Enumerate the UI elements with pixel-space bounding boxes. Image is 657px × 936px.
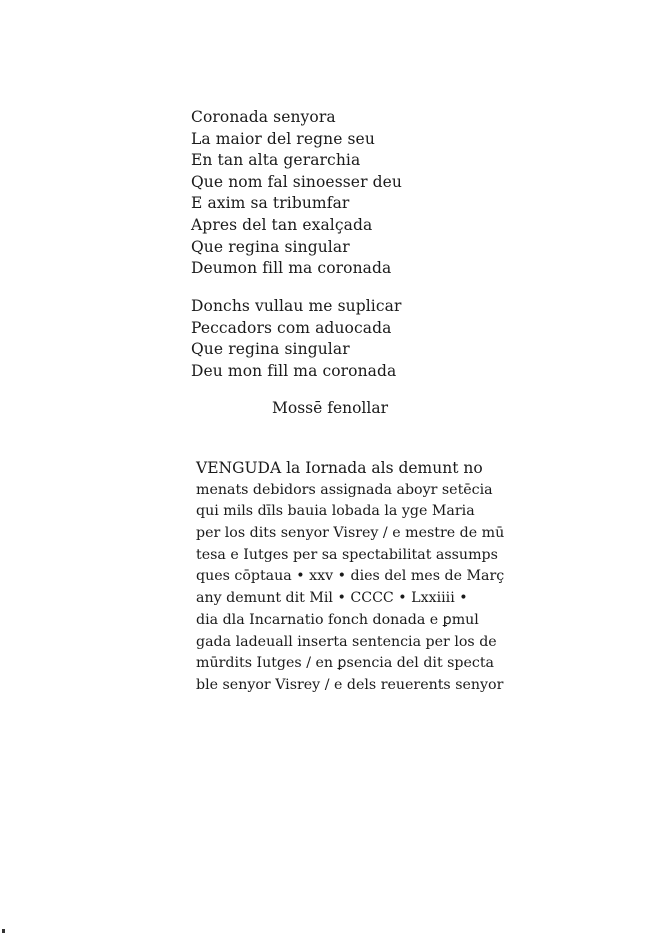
prose-line: per los dits senyor Visrey / e mestre de mū	[196, 525, 505, 542]
verse-line: Peccadors com aduocada	[191, 318, 392, 337]
verse-line: La maior del regne seu	[191, 129, 375, 148]
verse-line: Que regina singular	[191, 340, 350, 359]
prose-line: VENGUDA la Iornada als demunt no	[196, 459, 483, 477]
prose-line: ble senyor Visrey / e dels reuerents senyor	[196, 676, 504, 693]
verse-line: En tan alta gerarchia	[191, 151, 361, 170]
prose-line: tesa e Iutges per sa spectabilitat assumps	[196, 546, 498, 563]
verse-line: Donchs vullau me suplicar	[191, 297, 402, 315]
poem-stanza-2	[191, 296, 402, 382]
poem-author-signature: Mossē fenollar	[272, 399, 389, 417]
verse-line: Que regina singular	[191, 237, 350, 256]
scan-edge-mark	[2, 929, 5, 933]
verse-line: Apres del tan exalçada	[191, 215, 373, 234]
verse-line: Que nom fal sinoesser deu	[191, 172, 402, 191]
prose-line: any demunt dit Mil • CCCC • Lxxiiii •	[196, 590, 468, 607]
prose-line: ques cōptaua • xxv • dies del mes de Març	[196, 568, 505, 585]
prose-line: mūrdits Iutges / en ꝑsencia del dit specta	[196, 655, 495, 672]
prose-line: dia dla Incarnatio fonch donada e ꝑmul	[196, 611, 479, 628]
verse-line: Deu mon fill ma coronada	[191, 361, 397, 380]
verse-line: E axim sa tribumfar	[191, 194, 350, 213]
verse-line: Deumon fill ma coronada	[191, 259, 392, 278]
verse-line: Coronada senyora	[191, 108, 336, 126]
poem-stanza-1	[191, 107, 402, 280]
prose-line: menats debidors assignada aboyr setēcia	[196, 481, 493, 498]
prose-line: qui mils dīls bauia lobada la yge Maria	[196, 503, 475, 520]
prose-paragraph	[196, 458, 504, 697]
prose-line: gada ladeuall inserta sentencia per los de	[196, 633, 497, 650]
